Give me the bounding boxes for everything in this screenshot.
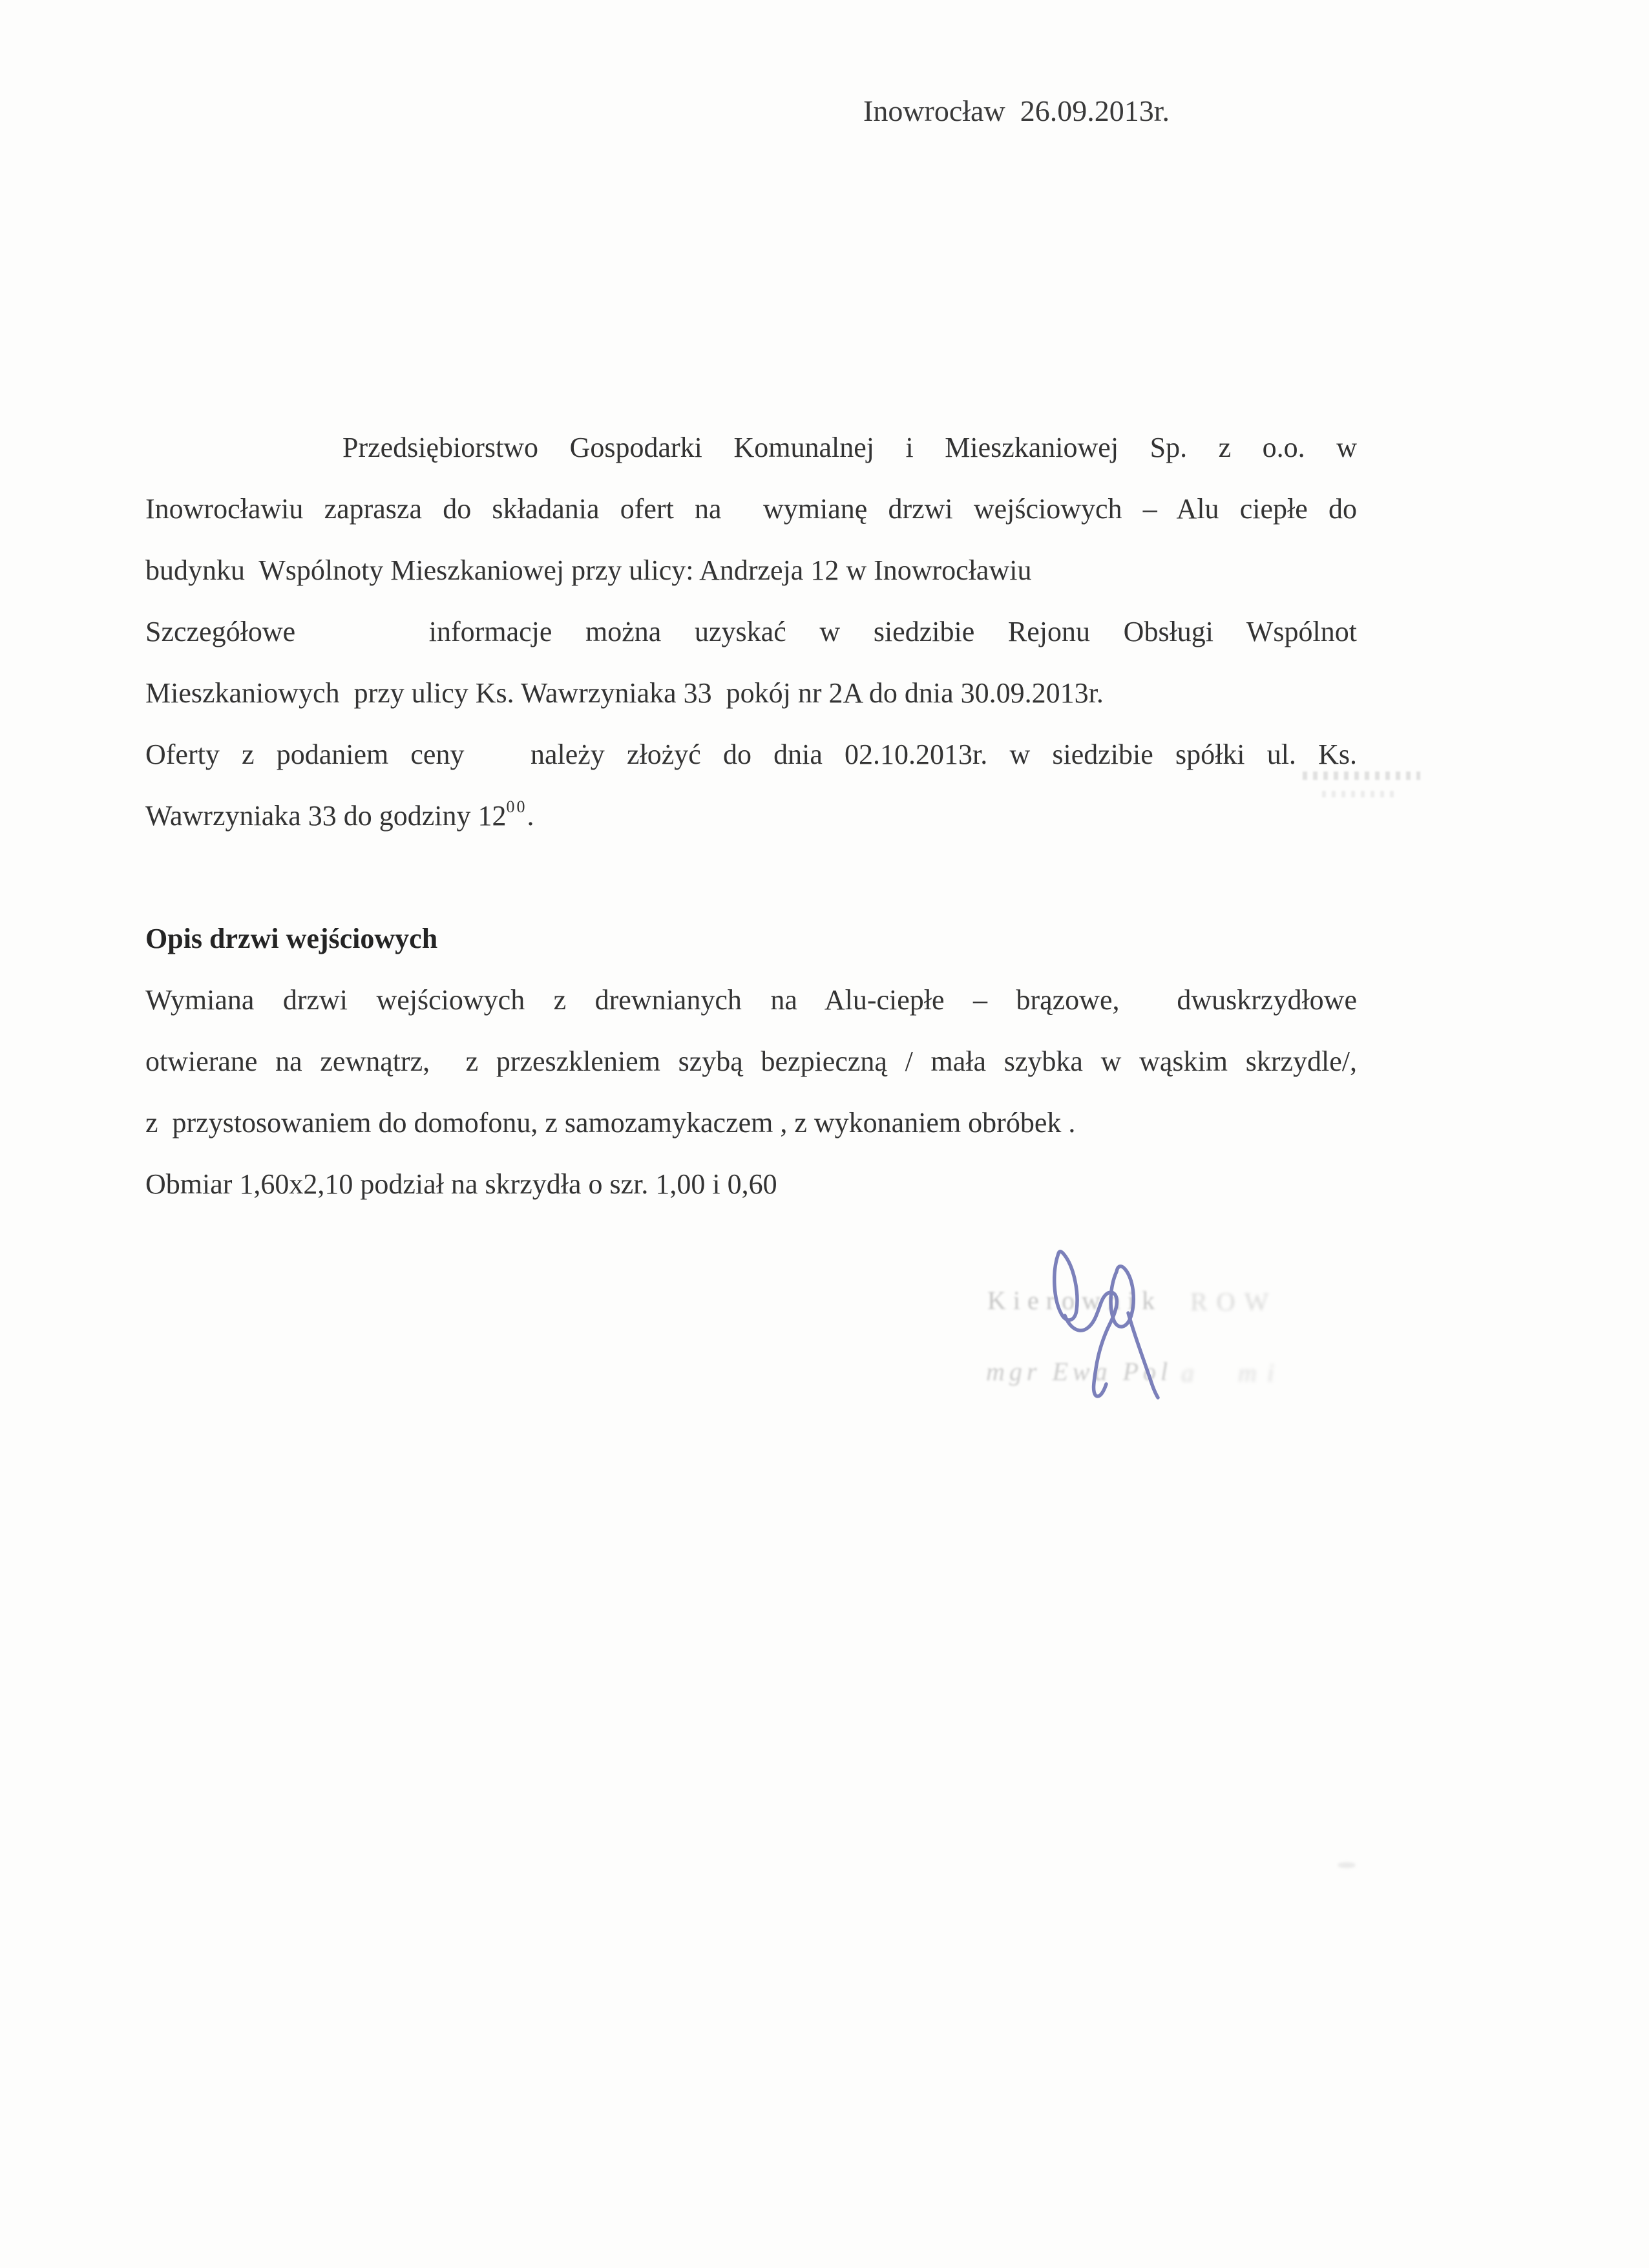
document-body: [145, 417, 1357, 1215]
text-line: z przystosowaniem do domofonu, z samozamykaczem , z wykonaniem obróbek .: [145, 1107, 1076, 1139]
date-line: Inowrocław 26.09.2013r.: [863, 94, 1170, 127]
blank-line: [145, 846, 1357, 908]
stamp-text-line2: mgr Ewa Pol: [986, 1357, 1173, 1386]
scan-artifact: [1338, 1862, 1356, 1868]
text-line: otwierane na zewnątrz, z przeszkleniem szybą bezpieczną / mała szybka w wąskim skrzydle/,: [145, 1045, 1357, 1077]
section-heading: Opis drzwi wejściowych: [145, 923, 438, 954]
handwritten-signature-ink: [1020, 1246, 1175, 1407]
text-line: Oferty z podaniem ceny należy złożyć do dnia 02.10.2013r. w siedzibie spółki ul. Ks.: [145, 739, 1357, 770]
signature-stroke: [1055, 1252, 1077, 1320]
signature-stroke: [1065, 1292, 1117, 1396]
text-line: Inowrocławiu zaprasza do składania ofert na wymianę drzwi wejściowych – Alu ciepłe do: [145, 493, 1357, 525]
text-line: Obmiar 1,60x2,10 podział na skrzydła o szr. 1,00 i 0,60: [145, 1168, 777, 1200]
signature-stroke: [1128, 1313, 1158, 1398]
text-line: Przedsiębiorstwo Gospodarki Komunalnej i Mieszkaniowej Sp. z o.o. w: [342, 432, 1357, 463]
stamp-text-line1: Kierownik: [987, 1286, 1162, 1315]
text-line: budynku Wspólnoty Mieszkaniowej przy ulicy: Andrzeja 12 w Inowrocławiu: [145, 554, 1032, 586]
text-line: Wymiana drzwi wejściowych z drewnianych na Alu-ciepłe – brązowe, dwuskrzydłowe: [145, 984, 1357, 1016]
stamp-text-line2-fragment: a mi: [1181, 1358, 1285, 1387]
stamp-text-line1-fragment: ROW: [1190, 1287, 1278, 1316]
text-line: Szczegółowe informacje można uzyskać w siedzibie Rejonu Obsługi Wspólnot: [145, 616, 1357, 647]
text-line: Mieszkaniowych przy ulicy Ks. Wawrzyniaka 33 pokój nr 2A do dnia 30.09.2013r.: [145, 677, 1104, 709]
text-line: Wawrzyniaka 33 do godziny $12^{00}$.: [145, 797, 534, 832]
